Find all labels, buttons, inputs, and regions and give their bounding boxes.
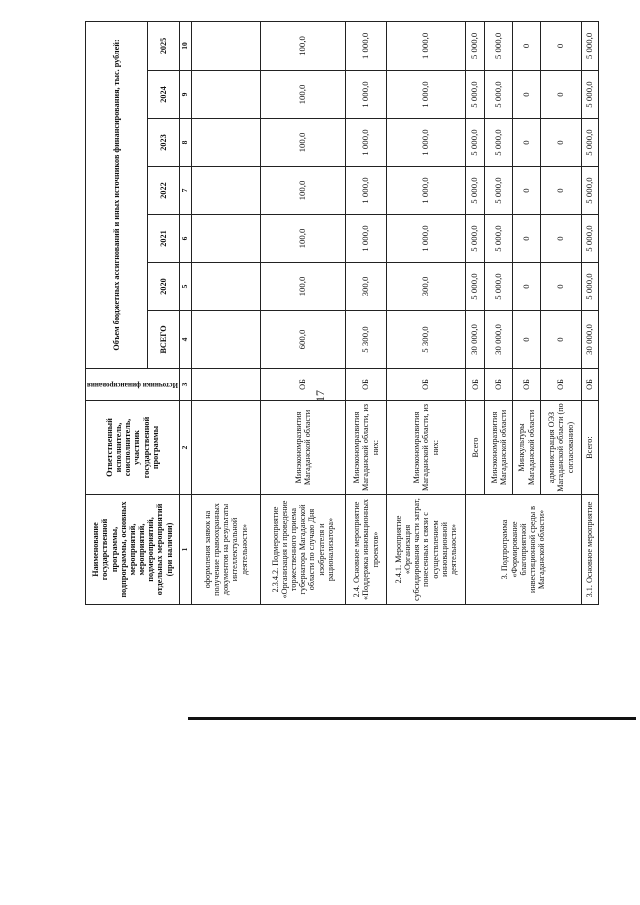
row-value-2021: 100,0 — [260, 215, 346, 263]
row-responsible: Минкультуры Магаданской области — [513, 401, 541, 495]
row-responsible — [191, 401, 260, 495]
row-name: 2.4. Основное мероприятие «Поддержка инновационных проектов» — [346, 495, 387, 605]
row-value-2021: 5 000,0 — [466, 215, 485, 263]
row-source: ОБ — [466, 369, 485, 401]
program3-name: 3. Подпрограмма «Формирование благоприятной инвестиционной среды в Магаданской области» — [466, 495, 582, 605]
header-year-2021: 2021 — [147, 215, 179, 263]
index-cell: 10 — [179, 21, 191, 70]
index-cell: 7 — [179, 167, 191, 215]
table-row — [260, 21, 346, 604]
row-value-total: 0 — [541, 311, 582, 369]
row-value-2021: 0 — [513, 215, 541, 263]
row-value-2025: 5 000,0 — [581, 21, 598, 70]
table-row — [191, 21, 260, 604]
row-value-2020: 5 000,0 — [466, 263, 485, 311]
index-cell: 3 — [179, 369, 191, 401]
table-row — [386, 21, 465, 604]
funding-table — [85, 21, 599, 605]
row-value-2025: 1 000,0 — [346, 21, 387, 70]
signature-rule — [188, 717, 636, 720]
funding-table-container — [85, 22, 595, 605]
rotated-table-frame — [85, 22, 595, 605]
row-name: 3.1. Основное мероприятие — [581, 495, 598, 605]
row-value-2023: 1 000,0 — [386, 119, 465, 167]
row-value-2022: 0 — [541, 167, 582, 215]
row-value-2023: 5 000,0 — [485, 119, 513, 167]
row-value-2024: 5 000,0 — [581, 71, 598, 119]
header-year-2022: 2022 — [147, 167, 179, 215]
row-value-2022: 1 000,0 — [386, 167, 465, 215]
row-responsible: Минэкономразвития Магаданской области — [260, 401, 346, 495]
row-value-2020: 100,0 — [260, 263, 346, 311]
row-value-2021: 1 000,0 — [346, 215, 387, 263]
row-value-2020: 0 — [513, 263, 541, 311]
header-total: ВСЕГО — [147, 311, 179, 369]
row-value-2024: 5 000,0 — [466, 71, 485, 119]
row-value-2025: 0 — [513, 21, 541, 70]
row-value-2025: 100,0 — [260, 21, 346, 70]
row-value-2023: 0 — [541, 119, 582, 167]
row-responsible: администрация ОЭЗ Магаданской области (по согласованию) — [541, 401, 582, 495]
row-value-2025: 0 — [541, 21, 582, 70]
row-value-2021: 0 — [541, 215, 582, 263]
row-value-2021: 1 000,0 — [386, 215, 465, 263]
row-value-2023: 100,0 — [260, 119, 346, 167]
header-year-2023: 2023 — [147, 119, 179, 167]
index-cell: 8 — [179, 119, 191, 167]
index-cell: 5 — [179, 263, 191, 311]
row-value-2023: 1 000,0 — [346, 119, 387, 167]
row-source: ОБ — [346, 369, 387, 401]
row-source: ОБ — [386, 369, 465, 401]
row-responsible: Минэкономразвития Магаданской области, из них: — [386, 401, 465, 495]
row-value-2022: 1 000,0 — [346, 167, 387, 215]
index-cell: 1 — [179, 495, 191, 605]
index-cell: 9 — [179, 71, 191, 119]
row-value-2025: 5 000,0 — [485, 21, 513, 70]
row-value-2025: 1 000,0 — [386, 21, 465, 70]
header-responsible: Ответственный исполнитель, соисполнитель, участник государственной программы — [86, 401, 180, 495]
row-value-2024 — [191, 71, 260, 119]
row-value-2020: 5 000,0 — [485, 263, 513, 311]
header-row-top — [86, 21, 148, 604]
row-name: оформления заявок на получение правоохранных документов на результаты интеллектуальной деятельности» — [191, 495, 260, 605]
row-value-2024: 5 000,0 — [485, 71, 513, 119]
row-value-2021: 5 000,0 — [485, 215, 513, 263]
row-value-total: 600,0 — [260, 311, 346, 369]
row-value-2024: 100,0 — [260, 71, 346, 119]
row-value-2023: 5 000,0 — [581, 119, 598, 167]
row-value-2021: 5 000,0 — [581, 215, 598, 263]
header-year-2025: 2025 — [147, 21, 179, 70]
row-value-2020: 5 000,0 — [581, 263, 598, 311]
header-name: Наименование государственной программы, подпрограммы, основных мероприятий, мероприятий, подмероприятий, отдельных мероприятий (при наличии) — [86, 495, 180, 605]
header-year-2024: 2024 — [147, 71, 179, 119]
row-value-total: 0 — [513, 311, 541, 369]
row-responsible: Минэкономразвития Магаданской области — [485, 401, 513, 495]
row-value-total: 30 000,0 — [466, 311, 485, 369]
row-value-2022: 100,0 — [260, 167, 346, 215]
table-row — [346, 21, 387, 604]
row-value-2023: 5 000,0 — [466, 119, 485, 167]
row-responsible: Минэкономразвития Магаданской области, из них: — [346, 401, 387, 495]
table-row — [466, 21, 485, 604]
row-name: 2.4.1. Мероприятие «Организация субсидирования части затрат, понесенных в связи с осуществлением инновационной деятельности» — [386, 495, 465, 605]
row-value-2022: 0 — [513, 167, 541, 215]
row-value-2022: 5 000,0 — [485, 167, 513, 215]
row-value-2020: 300,0 — [386, 263, 465, 311]
index-cell: 2 — [179, 401, 191, 495]
row-value-2025 — [191, 21, 260, 70]
row-responsible: Всего — [466, 401, 485, 495]
row-value-total: 30 000,0 — [485, 311, 513, 369]
header-source-label: Источники финансирования — [87, 381, 178, 390]
row-source: ОБ — [260, 369, 346, 401]
row-value-2024: 1 000,0 — [346, 71, 387, 119]
header-year-2020: 2020 — [147, 263, 179, 311]
row-value-2023 — [191, 119, 260, 167]
row-value-total: 5 300,0 — [386, 311, 465, 369]
row-source — [191, 369, 260, 401]
row-value-2022: 5 000,0 — [581, 167, 598, 215]
row-value-2024: 0 — [541, 71, 582, 119]
row-value-2024: 0 — [513, 71, 541, 119]
page-number: 17 — [313, 390, 327, 402]
row-value-2025: 5 000,0 — [466, 21, 485, 70]
row-value-2021 — [191, 215, 260, 263]
row-value-total: 30 000,0 — [581, 311, 598, 369]
header-source — [86, 369, 180, 401]
header-funding: Объем бюджетных ассигнований и иных источников финансирования, тыс. рублей: — [86, 21, 148, 368]
index-row — [179, 21, 191, 604]
row-value-2020: 0 — [541, 263, 582, 311]
row-name: 2.3.4.2. Подмероприятие «Организация и проведение торжественного приема губернатора Магаданской области по случаю Дня изобретателя и рационализатора» — [260, 495, 346, 605]
row-source: ОБ — [581, 369, 598, 401]
row-value-2023: 0 — [513, 119, 541, 167]
row-value-total: 5 300,0 — [346, 311, 387, 369]
row-source: ОБ — [485, 369, 513, 401]
row-source: ОБ — [541, 369, 582, 401]
row-value-2022: 5 000,0 — [466, 167, 485, 215]
table-row — [581, 21, 598, 604]
row-responsible: Всего: — [581, 401, 598, 495]
row-value-2024: 1 000,0 — [386, 71, 465, 119]
row-value-2020 — [191, 263, 260, 311]
row-source: ОБ — [513, 369, 541, 401]
row-value-2020: 300,0 — [346, 263, 387, 311]
index-cell: 6 — [179, 215, 191, 263]
row-value-total — [191, 311, 260, 369]
index-cell: 4 — [179, 311, 191, 369]
row-value-2022 — [191, 167, 260, 215]
